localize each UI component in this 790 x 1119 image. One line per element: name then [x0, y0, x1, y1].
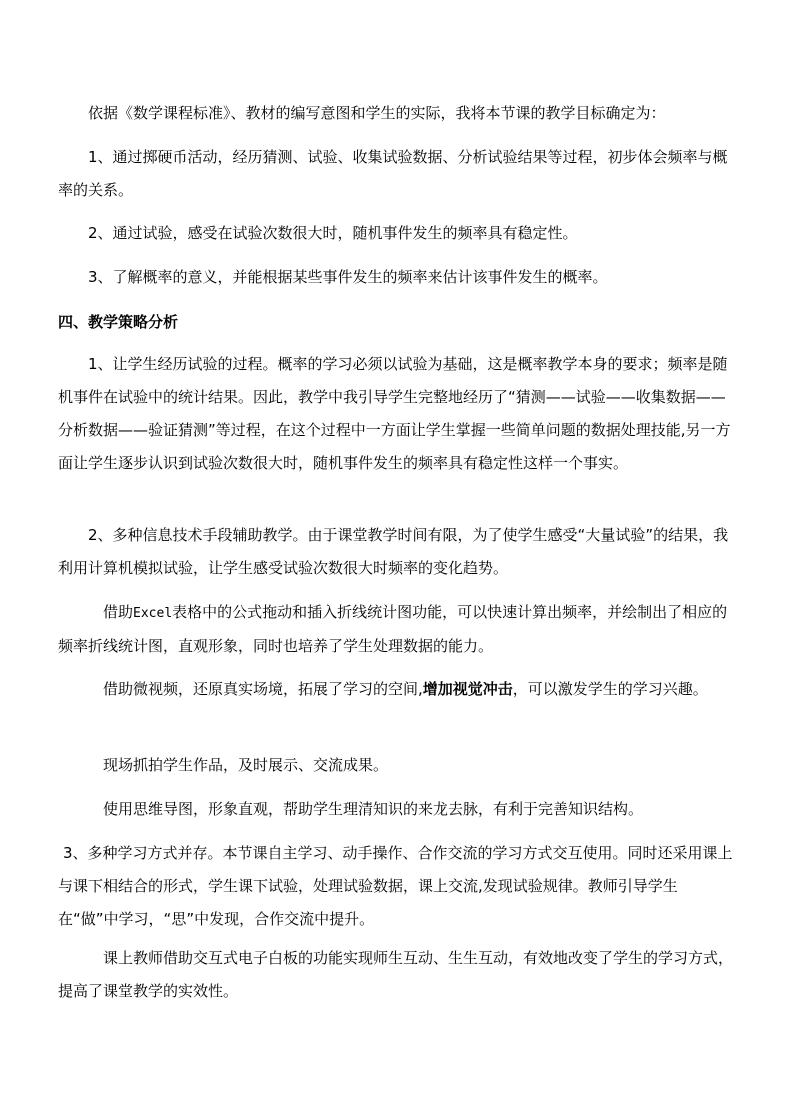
excel-word: Excel — [133, 606, 173, 621]
strategy-2-paragraph: 2、多种信息技术手段辅助教学。由于课堂教学时间有限，为了使学生感受“大量试验”的结果，我利用计算机模拟试验，让学生感受试验次数很大时频率的变化趋势。 — [58, 526, 729, 577]
excel-rest: 表格中的公式拖动和插入折线统计图功能，可以快速计算出频率，并绘制出了相应的频率折线统计图，直观形象，同时也培养了学生处理数据的能力。 — [58, 603, 728, 655]
goal-2-paragraph: 2、通过试验，感受在试验次数很大时，随机事件发生的频率具有稳定性。 — [88, 224, 578, 242]
goal-1-paragraph: 1、通过掷硬币活动，经历猜测、试验、收集试验数据、分析试验结果等过程，初步体会频率与概率的关系。 — [58, 148, 728, 199]
video-prefix: 借助微视频，还原真实场境，拓展了学习的空间, — [103, 680, 423, 698]
video-bold-phrase: 增加视觉冲击 — [422, 680, 513, 698]
excel-paragraph — [58, 596, 738, 663]
intro-paragraph: 依据《数学课程标准》、教材的编写意图和学生的实际，我将本节课的教学目标确定为： — [88, 104, 666, 122]
video-paragraph — [58, 673, 738, 706]
excel-prefix: 借助 — [103, 603, 134, 621]
video-suffix: ，可以激发学生的学习兴趣。 — [512, 680, 708, 698]
section-heading: 四、教学策略分析 — [58, 313, 179, 331]
mindmap-paragraph: 使用思维导图，形象直观，帮助学生理清知识的来龙去脉，有利于完善知识结构。 — [103, 800, 644, 818]
whiteboard-paragraph: 课上教师借助交互式电子白板的功能实现师生互动、生生互动，有效地改变了学生的学习方式，提高了课堂教学的实效性。 — [58, 949, 734, 1000]
goal-3-paragraph: 3、了解概率的意义，并能根据某些事件发生的频率来估计该事件发生的概率。 — [88, 268, 608, 286]
strategy-3-paragraph: 3、多种学习方式并存。本节课自主学习、动手操作、合作交流的学习方式交互使用。同时还采用课上与课下相结合的形式，学生课下试验，处理试验数据，课上交流,发现试验规律。教师引导学生在“做”中学习，“思”中发现，合作交流中提升。 — [58, 844, 733, 928]
photo-paragraph: 现场抓拍学生作品，及时展示、交流成果。 — [103, 756, 389, 774]
strategy-1-paragraph: 1、让学生经历试验的过程。概率的学习必须以试验为基础，这是概率教学本身的要求；频率是随机事件在试验中的统计结果。因此，教学中我引导学生完整地经历了“猜测——试验——收集数据——分析数据——验证猜测”等过程，在这个过程中一方面让学生掌握一些简单问题的数据处理技能,另一方面让学生逐步认识到试验次数很大时，随机事件发生的频率具有稳定性这样一个事实。 — [58, 355, 731, 472]
